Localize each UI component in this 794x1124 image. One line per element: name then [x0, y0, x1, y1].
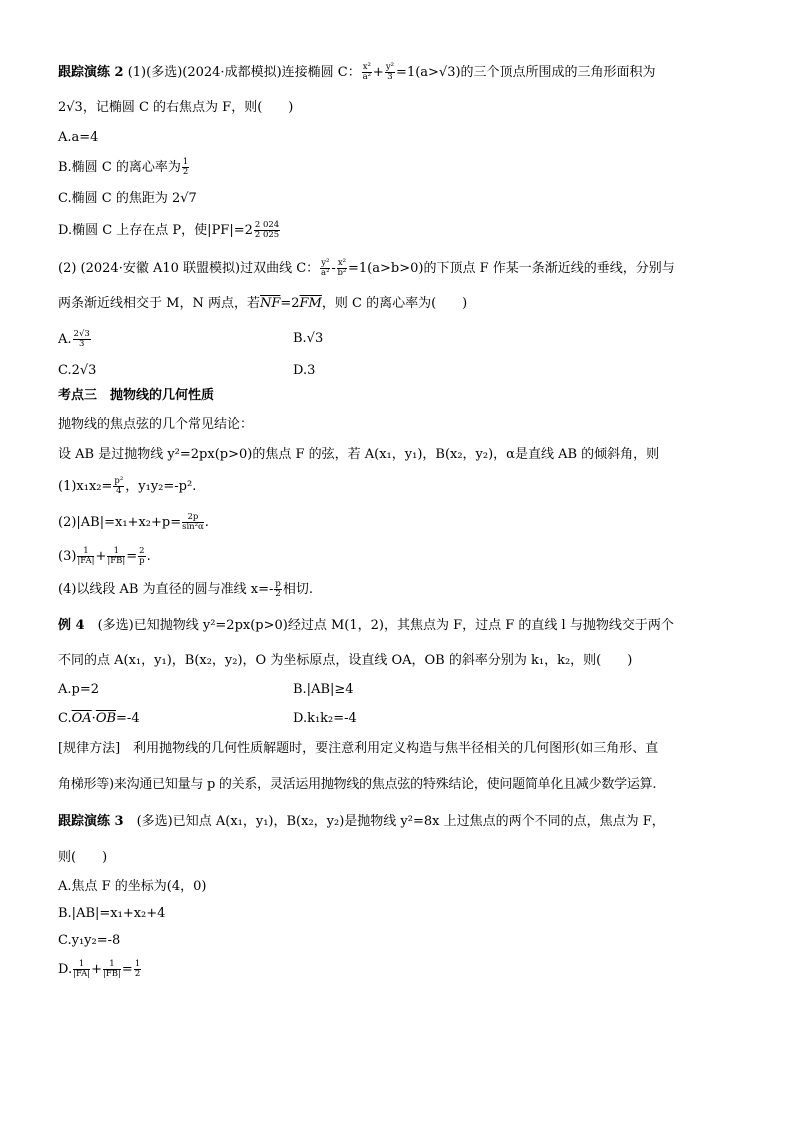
q2-option-c: C.2√3	[58, 363, 97, 378]
fraction-x2-a2: $\frac{\text{x²}}{\text{a²}}$	[362, 62, 372, 82]
practice-2-line-1: 跟踪演练 2 (1)(多选)(2024·成都模拟)连接椭圆 C： $\frac{\text{x²}}{\text{a²}}$ + $\frac{\text{y²}}{3}$ =1(a>√3)的三个顶点所围成的三角形面积为	[58, 62, 656, 82]
practice-3-label: 跟踪演练 3	[58, 814, 124, 829]
vector-ob: $\overline{OB}$	[95, 711, 117, 726]
practice-2-text-a: (1)(多选)(2024·成都模拟)连接椭圆 C：	[127, 65, 361, 80]
option-d: D.椭圆 C 上存在点 P，使|PF|=2 $\frac{2 024}{2 025}$	[58, 220, 280, 240]
formula-2: (2)|AB|=x₁+x₂+p= $\frac{2p}{\text{sin²α}}$ .	[58, 512, 209, 532]
formula-4: (4)以线段 AB 为直径的圆与准线 x=- $\frac{p}{2}$ 相切.	[58, 579, 313, 599]
p3-option-b: B.|AB|=x₁+x₂+4	[58, 906, 166, 921]
ex4-option-b: B.|AB|≥4	[293, 682, 354, 697]
p3-option-a: A.焦点 F 的坐标为(4，0)	[58, 879, 207, 894]
practice-3-line-2: 则( )	[58, 850, 108, 865]
fraction-1-fb: $\frac{1}{|FB|}$	[107, 546, 126, 566]
formula-1: (1)x₁x₂= $\frac{\text{p²}}{4}$ ，y₁y₂=-p².	[58, 476, 197, 496]
p3-option-c: C.y₁y₂=-8	[58, 933, 121, 948]
fraction-1-fa: $\frac{1}{|FA|}$	[73, 959, 91, 979]
option-b: B.椭圆 C 的离心率为 $\frac{1}{2}$	[58, 157, 189, 177]
rule-line-2: 角梯形等)来沟通已知量与 p 的关系，灵活运用抛物线的焦点弦的特殊结论，使问题简单化且减少数学运算.	[58, 777, 657, 792]
fraction-2-p: $\frac{2}{p}$	[139, 546, 145, 566]
formula-3: (3) $\frac{1}{|FA|}$ + $\frac{1}{|FB|}$ = $\frac{2}{p}$ .	[58, 546, 151, 566]
ex4-option-a: A.p=2	[58, 682, 100, 697]
practice-2-label: 跟踪演练 2	[58, 65, 124, 80]
example-4-line-2: 不同的点 A(x₁，y₁)，B(x₂，y₂)，O 为坐标原点，设直线 OA，OB 的斜率分别为 k₁，k₂，则( )	[58, 653, 633, 668]
conclusion-title: 抛物线的焦点弦的几个常见结论：	[58, 417, 254, 432]
fraction-1-2: $\frac{1}{2}$	[182, 157, 189, 177]
rule-line-1: [规律方法] 利用抛物线的几何性质解题时，要注意利用定义构造与焦半径相关的几何图形(如三角形、直	[58, 741, 659, 756]
q2-option-a: A. $\frac{2√3}{3}$	[58, 329, 90, 349]
practice-2-q2-line-1: (2) (2024·安徽 A10 联盟模拟)过双曲线 C： $\frac{\text{y²}}{\text{a²}}$ - $\frac{\text{x²}}{\text{b²}}$ =1(a>b>0)的下顶点 F 作某一条渐近线的垂线，分别与	[58, 258, 675, 278]
fraction-2024-2025: $\frac{2 024}{2 025}$	[254, 220, 280, 240]
example-4-line-1: 例 4 (多选)已知抛物线 y²=2px(p>0)经过点 M(1，2)，其焦点为 F，过点 F 的直线 l 与抛物线交于两个	[58, 618, 674, 633]
fraction-p-2: $\frac{p}{2}$	[275, 579, 281, 599]
practice-2-q2-line-2: 两条渐近线相交于 M，N 两点，若$\overline{NF}=2\overline{FM}$，则 C 的离心率为( )	[58, 296, 468, 311]
fraction-1-2: $\frac{1}{2}$	[134, 959, 141, 979]
option-c: C.椭圆 C 的焦距为 2√7	[58, 191, 197, 206]
practice-2-line-2: 2√3，记椭圆 C 的右焦点为 F，则( )	[58, 100, 294, 115]
example-4-label: 例 4	[58, 618, 85, 633]
fraction-1-fb: $\frac{1}{|FB|}$	[103, 959, 121, 979]
vector-nf: $\overline{NF}$	[259, 296, 281, 311]
q2-option-b: B.√3	[293, 331, 324, 346]
section-title: 考点三 抛物线的几何性质	[58, 388, 215, 403]
vector-fm: $\overline{FM}$	[299, 296, 322, 311]
fraction-1-fa: $\frac{1}{|FA|}$	[77, 546, 95, 566]
option-a: A.a=4	[58, 130, 99, 145]
ex4-option-c: $C.\overline{OA}\cdot\overline{OB}=-4$	[58, 711, 140, 726]
practice-3-line-1: 跟踪演练 3 (多选)已知点 A(x₁，y₁)，B(x₂，y₂)是抛物线 y²=8x 上过焦点的两个不同的点，焦点为 F，	[58, 814, 665, 829]
p3-option-d: D. $\frac{1}{|FA|}$ + $\frac{1}{|FB|}$ = $\frac{1}{2}$	[58, 959, 141, 979]
fraction-x2-b2: $\frac{\text{x²}}{\text{b²}}$	[337, 258, 347, 278]
practice-2-text-b: =1(a>√3)的三个顶点所围成的三角形面积为	[396, 65, 656, 80]
ex4-option-d: D.k₁k₂=-4	[293, 711, 357, 726]
fraction-y2-a2: $\frac{\text{y²}}{\text{a²}}$	[321, 258, 330, 278]
fraction-p2-4: $\frac{\text{p²}}{4}$	[114, 476, 124, 496]
fraction-2p-sin2a: $\frac{2p}{\text{sin²α}}$	[182, 512, 204, 532]
rule-label: [规律方法]	[58, 741, 121, 756]
fraction-2sqrt3-3: $\frac{2√3}{3}$	[73, 329, 90, 349]
q2-option-d: D.3	[293, 363, 316, 378]
fraction-y2-3: $\frac{\text{y²}}{3}$	[385, 62, 395, 82]
vector-oa: $\overline{OA}$	[71, 711, 92, 726]
setup-text: 设 AB 是过抛物线 y²=2px(p>0)的焦点 F 的弦，若 A(x₁，y₁)，B(x₂，y₂)，α是直线 AB 的倾斜角，则	[58, 447, 660, 462]
